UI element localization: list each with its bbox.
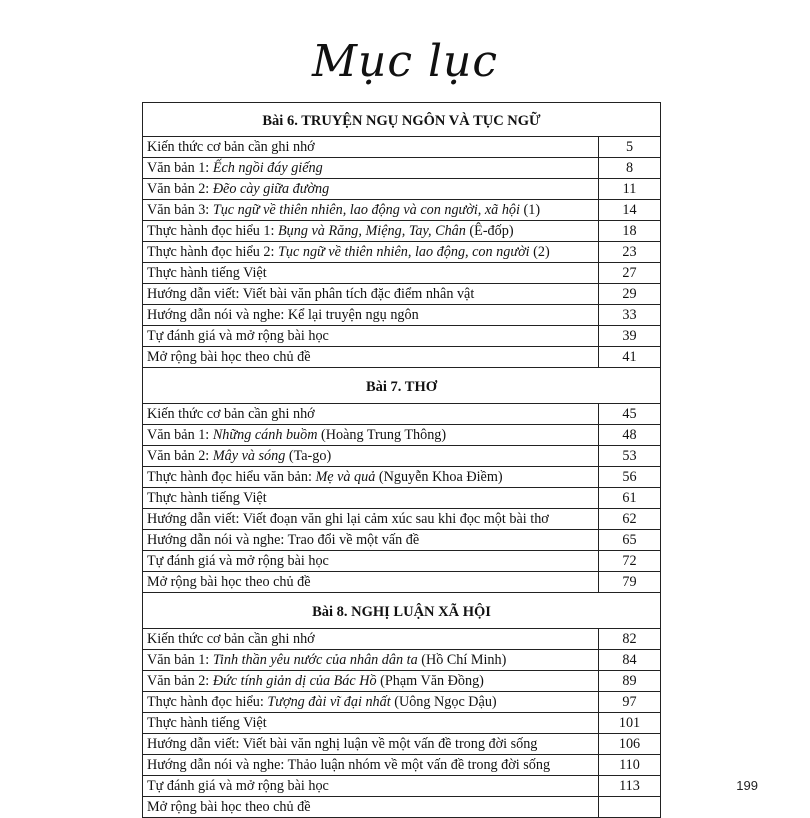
toc-entry xyxy=(143,221,599,242)
entry-page-number: 29 xyxy=(599,284,661,305)
toc-row xyxy=(143,284,661,305)
entry-work-title: Tinh thần yêu nước của nhân dân ta xyxy=(212,652,418,668)
entry-page-number: 39 xyxy=(599,326,661,347)
toc-entry xyxy=(143,692,599,713)
entry-work-title: Những cánh buồm xyxy=(212,427,318,443)
entry-page-number: 110 xyxy=(599,755,661,776)
entry-page-number: 41 xyxy=(599,347,661,368)
toc-entry xyxy=(143,179,599,200)
page-title: Mục lục xyxy=(311,36,499,87)
entry-prefix: Thực hành đọc hiểu: xyxy=(147,694,268,710)
entry-work-title: Mẹ và quả xyxy=(315,469,376,485)
entry-label: Mở rộng bài học theo chủ đề xyxy=(147,799,311,815)
entry-work-title: Tượng đài vĩ đại nhất xyxy=(267,694,391,710)
section-heading: Bài 8. NGHỊ LUẬN XÃ HỘI xyxy=(143,593,661,629)
entry-page-number: 18 xyxy=(599,221,661,242)
toc-row xyxy=(143,425,661,446)
toc-row xyxy=(143,158,661,179)
entry-label: Thực hành tiếng Việt xyxy=(147,265,267,281)
entry-page-number: 106 xyxy=(599,734,661,755)
entry-page-number: 27 xyxy=(599,263,661,284)
toc-row xyxy=(143,305,661,326)
entry-page-number: 82 xyxy=(599,629,661,650)
entry-page-number: 89 xyxy=(599,671,661,692)
entry-prefix: Văn bản 2: xyxy=(147,673,213,689)
entry-work-title: Bụng và Răng, Miệng, Tay, Chân xyxy=(278,223,466,239)
entry-work-title: Đức tính giản dị của Bác Hồ xyxy=(212,673,377,689)
entry-work-title: Tục ngữ về thiên nhiên, lao động, con người xyxy=(278,244,530,260)
toc-row xyxy=(143,734,661,755)
entry-suffix: (Hoàng Trung Thông) xyxy=(317,427,447,443)
entry-page-number: 61 xyxy=(599,488,661,509)
entry-label: Tự đánh giá và mở rộng bài học xyxy=(147,553,329,569)
toc-row xyxy=(143,404,661,425)
toc-row xyxy=(143,326,661,347)
entry-label: Hướng dẫn viết: Viết bài văn nghị luận về một vấn đề trong đời sống xyxy=(147,736,538,752)
entry-label: Mở rộng bài học theo chủ đề xyxy=(147,349,311,365)
entry-page-number: 97 xyxy=(599,692,661,713)
toc-row xyxy=(143,221,661,242)
toc-entry xyxy=(143,158,599,179)
toc-entry xyxy=(143,572,599,593)
entry-suffix: (Nguyễn Khoa Điềm) xyxy=(375,469,503,485)
entry-suffix: (2) xyxy=(529,244,550,260)
toc-entry xyxy=(143,530,599,551)
entry-prefix: Văn bản 2: xyxy=(147,181,213,197)
toc-entry xyxy=(143,347,599,368)
entry-page-number: 84 xyxy=(599,650,661,671)
toc-entry xyxy=(143,671,599,692)
entry-page-number: 48 xyxy=(599,425,661,446)
toc-row xyxy=(143,797,661,818)
toc-row xyxy=(143,137,661,158)
entry-page-number: 79 xyxy=(599,572,661,593)
entry-prefix: Văn bản 1: xyxy=(147,427,213,443)
entry-label: Tự đánh giá và mở rộng bài học xyxy=(147,328,329,344)
section-heading-row xyxy=(143,368,661,404)
entry-page-number: 45 xyxy=(599,404,661,425)
entry-suffix: (Hồ Chí Minh) xyxy=(417,652,507,668)
entry-page-number: 113 xyxy=(599,776,661,797)
toc-entry xyxy=(143,200,599,221)
toc-entry xyxy=(143,326,599,347)
entry-suffix: (Ê-đốp) xyxy=(465,223,514,239)
toc-row xyxy=(143,692,661,713)
toc-entry xyxy=(143,137,599,158)
entry-label: Tự đánh giá và mở rộng bài học xyxy=(147,778,329,794)
toc-entry xyxy=(143,446,599,467)
toc-row xyxy=(143,776,661,797)
entry-page-number: 101 xyxy=(599,713,661,734)
entry-work-title: Tục ngữ về thiên nhiên, lao động và con người, xã hội xyxy=(212,202,520,218)
entry-prefix: Thực hành đọc hiểu 1: xyxy=(147,223,279,239)
entry-label: Kiến thức cơ bản cần ghi nhớ xyxy=(147,406,315,422)
toc-entry xyxy=(143,425,599,446)
entry-suffix: (Ta-go) xyxy=(285,448,332,464)
entry-page-number xyxy=(599,797,661,818)
toc-row xyxy=(143,671,661,692)
page-number: 199 xyxy=(736,778,758,793)
toc-row xyxy=(143,263,661,284)
toc-entry xyxy=(143,734,599,755)
section-heading-row xyxy=(143,593,661,629)
toc-entry xyxy=(143,242,599,263)
entry-label: Hướng dẫn nói và nghe: Kể lại truyện ngụ ngôn xyxy=(147,307,419,323)
toc-entry xyxy=(143,305,599,326)
toc-entry xyxy=(143,509,599,530)
toc-row xyxy=(143,467,661,488)
toc-row xyxy=(143,713,661,734)
toc-row xyxy=(143,650,661,671)
toc-entry xyxy=(143,755,599,776)
table-of-contents xyxy=(142,102,661,818)
toc-row xyxy=(143,242,661,263)
entry-label: Thực hành tiếng Việt xyxy=(147,490,267,506)
toc-row xyxy=(143,755,661,776)
entry-work-title: Đẽo cày giữa đường xyxy=(212,181,330,197)
toc-row xyxy=(143,446,661,467)
entry-prefix: Văn bản 1: xyxy=(147,652,213,668)
entry-suffix: (1) xyxy=(519,202,541,218)
entry-label: Hướng dẫn nói và nghe: Trao đổi về một vấn đề xyxy=(147,532,420,548)
section-heading: Bài 7. THƠ xyxy=(143,368,661,404)
toc-entry xyxy=(143,551,599,572)
toc-entry xyxy=(143,776,599,797)
toc-row xyxy=(143,179,661,200)
toc-entry xyxy=(143,467,599,488)
entry-prefix: Văn bản 3: xyxy=(147,202,213,218)
entry-label: Hướng dẫn viết: Viết đoạn văn ghi lại cảm xúc sau khi đọc một bài thơ xyxy=(147,511,549,527)
entry-page-number: 53 xyxy=(599,446,661,467)
entry-label: Kiến thức cơ bản cần ghi nhớ xyxy=(147,139,315,155)
entry-prefix: Thực hành đọc hiểu 2: xyxy=(147,244,279,260)
toc-entry xyxy=(143,488,599,509)
entry-page-number: 8 xyxy=(599,158,661,179)
section-heading: Bài 6. TRUYỆN NGỤ NGÔN VÀ TỤC NGỮ xyxy=(143,103,661,137)
entry-prefix: Thực hành đọc hiểu văn bản: xyxy=(147,469,316,485)
toc-row xyxy=(143,629,661,650)
toc-entry xyxy=(143,404,599,425)
toc-entry xyxy=(143,713,599,734)
toc-row xyxy=(143,488,661,509)
toc-entry xyxy=(143,629,599,650)
toc-entry xyxy=(143,284,599,305)
entry-page-number: 56 xyxy=(599,467,661,488)
entry-label: Hướng dẫn viết: Viết bài văn phân tích đặc điểm nhân vật xyxy=(147,286,475,302)
entry-work-title: Mây và sóng xyxy=(212,448,286,464)
toc-row xyxy=(143,530,661,551)
entry-page-number: 5 xyxy=(599,137,661,158)
entry-page-number: 62 xyxy=(599,509,661,530)
entry-page-number: 65 xyxy=(599,530,661,551)
entry-prefix: Văn bản 2: xyxy=(147,448,213,464)
entry-page-number: 14 xyxy=(599,200,661,221)
entry-work-title: Ếch ngồi đáy giếng xyxy=(212,160,323,176)
entry-suffix: (Phạm Văn Đồng) xyxy=(376,673,484,689)
entry-label: Hướng dẫn nói và nghe: Thảo luận nhóm về một vấn đề trong đời sống xyxy=(147,757,551,773)
toc-row xyxy=(143,509,661,530)
toc-row xyxy=(143,572,661,593)
entry-suffix: (Uông Ngọc Dậu) xyxy=(390,694,497,710)
entry-prefix: Văn bản 1: xyxy=(147,160,213,176)
entry-page-number: 11 xyxy=(599,179,661,200)
toc-row xyxy=(143,200,661,221)
toc-entry xyxy=(143,797,599,818)
toc-entry xyxy=(143,263,599,284)
entry-page-number: 72 xyxy=(599,551,661,572)
entry-page-number: 23 xyxy=(599,242,661,263)
entry-label: Mở rộng bài học theo chủ đề xyxy=(147,574,311,590)
entry-label: Kiến thức cơ bản cần ghi nhớ xyxy=(147,631,315,647)
section-heading-row xyxy=(143,103,661,137)
toc-row xyxy=(143,551,661,572)
toc-entry xyxy=(143,650,599,671)
entry-page-number: 33 xyxy=(599,305,661,326)
toc-row xyxy=(143,347,661,368)
entry-label: Thực hành tiếng Việt xyxy=(147,715,267,731)
